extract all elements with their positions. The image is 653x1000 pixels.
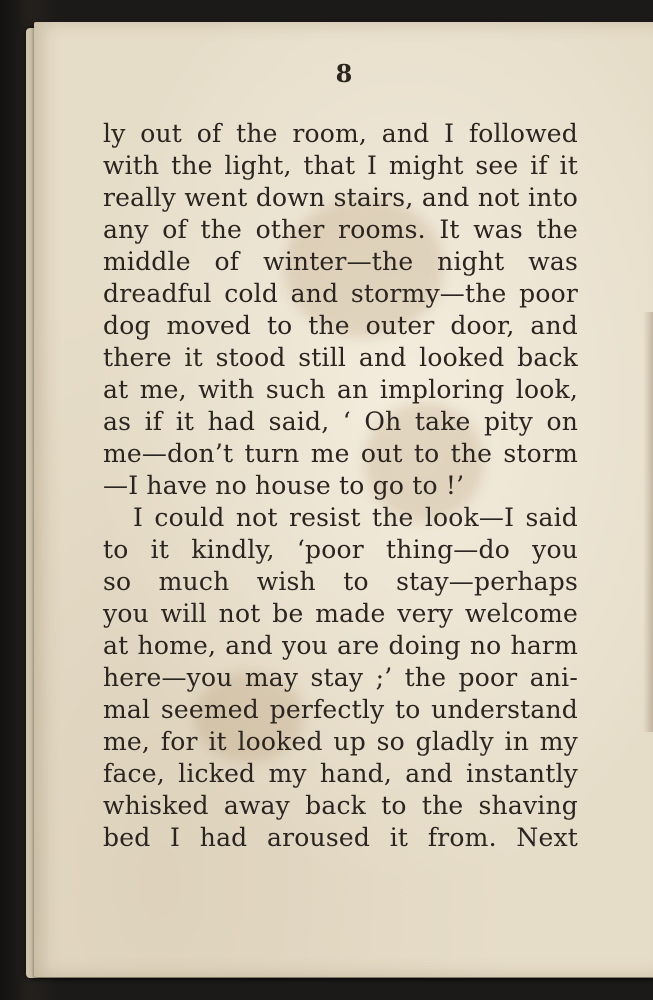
text-line: face, licked my hand, and instantly	[103, 759, 578, 788]
text-line: as if it had said, ‘ Oh take pity on	[103, 407, 578, 436]
text-line: mal seemed perfectly to understand	[103, 695, 578, 724]
text-line: whisked away back to the shaving	[103, 791, 578, 820]
text-line: me, for it looked up so gladly in my	[103, 727, 578, 756]
text-line: middle of winter—the night was	[103, 247, 578, 276]
text-line: at me, with such an imploring look,	[103, 375, 578, 404]
text-line: there it stood still and looked back	[103, 343, 578, 372]
text-line: dreadful cold and stormy—the poor	[103, 279, 578, 308]
page-number: 8	[335, 59, 353, 88]
text-line: any of the other rooms. It was the	[103, 215, 578, 244]
page-crease	[643, 312, 653, 732]
text-line: at home, and you are doing no harm	[103, 631, 578, 660]
text-line: me—don’t turn me out to the storm	[103, 439, 578, 468]
body-text	[103, 118, 578, 854]
text-line: really went down stairs, and not into	[103, 183, 578, 212]
text-line: ly out of the room, and I followed	[103, 119, 578, 148]
text-line: with the light, that I might see if it	[103, 151, 578, 180]
text-line: dog moved to the outer door, and	[103, 311, 578, 340]
text-line: I could not resist the look—I said	[133, 503, 578, 532]
text-line: so much wish to stay—perhaps	[103, 567, 578, 596]
text-line: bed I had aroused it from. Next	[103, 823, 578, 852]
text-line: to it kindly, ‘poor thing—do you	[103, 535, 578, 564]
text-line: you will not be made very welcome	[103, 599, 578, 628]
book-page	[34, 22, 653, 977]
text-line: here—you may stay ;’ the poor ani-	[103, 663, 578, 692]
text-line: —I have no house to go to !’	[103, 471, 465, 500]
